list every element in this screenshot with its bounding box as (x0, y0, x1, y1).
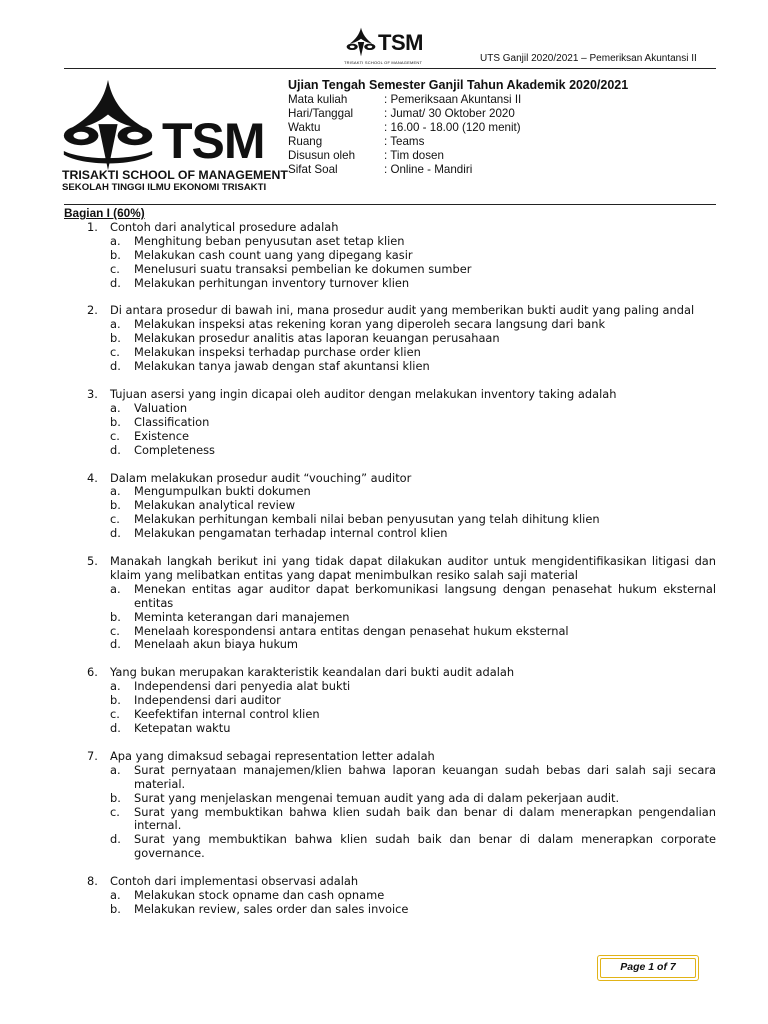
answer-option (110, 903, 716, 917)
option-list (110, 583, 716, 653)
exam-info-value: : Teams (384, 135, 425, 148)
option-letter: b. (110, 790, 121, 805)
question-number: 1. (87, 219, 98, 234)
exam-info-row (288, 121, 628, 135)
header-exam-label: UTS Ganjil 2020/2021 – Pemeriksan Akuntansi II (480, 53, 697, 64)
option-letter: b. (110, 901, 121, 916)
option-list (110, 764, 716, 861)
option-text: Melakukan perhitungan kembali nilai beban penyusutan yang telah dihitung klien (134, 512, 600, 527)
answer-option (110, 708, 716, 722)
option-letter: d. (110, 275, 121, 290)
option-text: Mengumpulkan bukti dokumen (134, 484, 311, 499)
option-text: Melakukan cash count uang yang dipegang kasir (134, 247, 413, 262)
answer-option (110, 694, 716, 708)
option-letter: c. (110, 345, 120, 360)
option-text: Valuation (134, 400, 188, 415)
option-letter: b. (110, 498, 121, 513)
question-text: Contoh dari analytical prosedure adalah (110, 219, 339, 234)
answer-option (110, 499, 716, 513)
exam-info-label: Disusun oleh (288, 149, 356, 162)
option-text: Melakukan review, sales order dan sales invoice (134, 901, 409, 916)
question-number: 6. (87, 665, 98, 680)
answer-option (110, 235, 716, 249)
option-text: Menelusuri suatu transaksi pembelian ke dokumen sumber (134, 261, 472, 276)
exam-info-value: : 16.00 - 18.00 (120 menit) (384, 121, 521, 134)
option-text: Melakukan inspeksi atas rekening koran yang diperoleh secara langsung dari bank (134, 317, 606, 332)
logo-line-1: TRISAKTI SCHOOL OF MANAGEMENT (62, 168, 288, 182)
option-letter: a. (110, 581, 121, 596)
exam-info-row (288, 163, 628, 177)
question-item (64, 555, 716, 652)
answer-option (110, 346, 716, 360)
option-letter: d. (110, 832, 121, 847)
option-text: Melakukan prosedur analitis atas laporan keuangan perusahaan (134, 331, 500, 346)
question-spacer (64, 736, 716, 750)
option-text: Melakukan inspeksi terhadap purchase order klien (134, 345, 421, 360)
option-list (110, 680, 716, 736)
option-letter: d. (110, 359, 121, 374)
answer-option (110, 764, 716, 792)
page-number: Page 1 of 7 (620, 961, 676, 973)
answer-option (110, 318, 716, 332)
exam-info-value: : Online - Mandiri (384, 163, 473, 176)
answer-option (110, 249, 716, 263)
exam-info-label: Sifat Soal (288, 163, 338, 176)
option-letter: d. (110, 526, 121, 541)
option-text: Menelaah akun biaya hukum (134, 637, 299, 652)
question-text: Yang bukan merupakan karakteristik keandalan dari bukti audit adalah (110, 665, 515, 680)
question-spacer (64, 374, 716, 388)
question-text: Apa yang dimaksud sebagai representation letter adalah (110, 748, 435, 763)
answer-option (110, 360, 716, 374)
option-letter: a. (110, 762, 121, 777)
answer-option (110, 277, 716, 291)
option-list (110, 318, 716, 374)
option-list (110, 889, 716, 917)
answer-option (110, 402, 716, 416)
answer-option (110, 833, 716, 861)
question-number: 7. (87, 748, 98, 763)
tsm-emblem-icon-large (60, 78, 156, 174)
section-title: Bagian I (60%) (64, 206, 145, 220)
question-item (64, 750, 716, 861)
answer-option (110, 430, 716, 444)
exam-title: Ujian Tengah Semester Ganjil Tahun Akademik 2020/2021 (288, 78, 629, 92)
option-letter: d. (110, 442, 121, 457)
exam-info (288, 78, 628, 177)
option-letter: b. (110, 331, 121, 346)
option-letter: d. (110, 721, 121, 735)
option-text: Menekan entitas agar auditor dapat berkomunikasi langsung dengan penasehat hukum eksternal entitas (134, 581, 716, 610)
exam-info-label: Mata kuliah (288, 93, 348, 106)
exam-info-label: Hari/Tanggal (288, 107, 354, 120)
option-text: Melakukan tanya jawab dengan staf akuntansi klien (134, 359, 430, 374)
answer-option (110, 680, 716, 694)
question-item (64, 304, 716, 374)
option-letter: c. (110, 512, 120, 527)
header-rule (64, 68, 716, 69)
question-number: 2. (87, 303, 98, 318)
option-text: Completeness (134, 442, 215, 457)
option-letter: a. (110, 400, 121, 415)
exam-info-row (288, 149, 628, 163)
answer-option (110, 416, 716, 430)
exam-info-value: : Tim dosen (384, 149, 444, 162)
option-text: Classification (134, 414, 210, 429)
answer-option (110, 889, 716, 903)
page-indicator (597, 955, 699, 981)
question-item (64, 472, 716, 542)
question-spacer (64, 458, 716, 472)
header-logo (340, 26, 428, 66)
question-spacer (64, 290, 716, 304)
question-item (64, 875, 716, 917)
option-letter: a. (110, 317, 121, 332)
option-text: Meminta keterangan dari manajemen (134, 609, 350, 624)
exam-info-label: Ruang (288, 135, 323, 148)
exam-content (64, 207, 716, 917)
exam-info-value: : Pemeriksaan Akuntansi II (384, 93, 522, 106)
option-letter: c. (110, 428, 120, 443)
option-text: Existence (134, 428, 190, 443)
option-letter: a. (110, 679, 121, 694)
option-letter: a. (110, 484, 121, 499)
question-text: Tujuan asersi yang ingin dicapai oleh auditor dengan melakukan inventory taking adalah (110, 386, 617, 401)
option-text: Menghitung beban penyusutan aset tetap klien (134, 233, 405, 248)
option-letter: d. (110, 637, 121, 652)
option-letter: c. (110, 707, 120, 722)
question-item (64, 221, 716, 291)
answer-option (110, 332, 716, 346)
question-number: 5. (87, 554, 98, 569)
option-list (110, 485, 716, 541)
question-text: Di antara prosedur di bawah ini, mana prosedur audit yang memberikan bukti audit yang paling andal (110, 303, 695, 318)
option-text: Surat pernyataan manajemen/klien bahwa laporan keuangan sudah bebas dari salah saji secara material. (134, 762, 716, 791)
exam-info-label: Waktu (288, 121, 321, 134)
option-letter: b. (110, 693, 121, 708)
option-letter: b. (110, 247, 121, 262)
question-item (64, 666, 716, 736)
answer-option (110, 638, 716, 652)
answer-option (110, 722, 716, 736)
logo-word: TSM (162, 113, 265, 169)
option-list (110, 402, 716, 458)
question-text: Contoh dari implementasi observasi adalah (110, 874, 359, 889)
answer-option (110, 625, 716, 639)
option-text: Surat yang menjelaskan mengenai temuan audit yang ada di dalam pekerjaan audit. (134, 790, 620, 805)
exam-info-value: : Jumat/ 30 Oktober 2020 (384, 107, 515, 120)
header-logo-subtitle: TRISAKTI SCHOOL OF MANAGEMENT (344, 60, 423, 65)
answer-option (110, 263, 716, 277)
exam-info-row (288, 93, 628, 107)
question-text: Dalam melakukan prosedur audit “vouching” auditor (110, 470, 412, 485)
logo-line-2: SEKOLAH TINGGI ILMU EKONOMI TRISAKTI (62, 182, 267, 193)
option-text: Keefektifan internal control klien (134, 707, 320, 722)
tsm-emblem-icon (344, 26, 378, 58)
option-letter: c. (110, 261, 120, 276)
option-letter: b. (110, 609, 121, 624)
answer-option (110, 583, 716, 611)
exam-info-row (288, 107, 628, 121)
option-text: Menelaah korespondensi antara entitas dengan penasehat hukum eksternal (134, 623, 569, 638)
exam-info-row (288, 135, 628, 149)
answer-option (110, 611, 716, 625)
option-text: Surat yang membuktikan bahwa klien sudah baik dan benar di dalam menerapkan corporate governance. (134, 832, 716, 861)
answer-option (110, 485, 716, 499)
option-letter: b. (110, 414, 121, 429)
option-letter: a. (110, 233, 121, 248)
answer-option (110, 527, 716, 541)
question-number: 3. (87, 386, 98, 401)
question-spacer (64, 861, 716, 875)
option-text: Melakukan perhitungan inventory turnover klien (134, 275, 410, 290)
question-spacer (64, 652, 716, 666)
option-text: Melakukan pengamatan terhadap internal control klien (134, 526, 448, 541)
option-letter: c. (110, 623, 120, 638)
option-letter: a. (110, 888, 121, 903)
question-number: 4. (87, 470, 98, 485)
question-list (64, 221, 716, 917)
option-text: Melakukan stock opname dan cash opname (134, 888, 385, 903)
header-divider (64, 204, 716, 205)
institution-logo (60, 78, 288, 198)
answer-option (110, 792, 716, 806)
answer-option (110, 444, 716, 458)
question-text: Manakah langkah berikut ini yang tidak dapat dilakukan auditor untuk mengidentifikasikan litigasi dan klaim yang melibatkan entitas yang dapat menimbulkan resiko salah saji material (110, 554, 716, 582)
option-list (110, 235, 716, 291)
question-number: 8. (87, 874, 98, 889)
option-text: Ketepatan waktu (134, 721, 231, 735)
exam-info-rows (288, 93, 628, 177)
option-text: Melakukan analytical review (134, 498, 296, 513)
answer-option (110, 806, 716, 834)
option-text: Surat yang membuktikan bahwa klien sudah baik dan benar di dalam menerapkan pengendalian internal. (134, 804, 716, 833)
option-text: Independensi dari penyedia alat bukti (134, 679, 351, 694)
answer-option (110, 513, 716, 527)
question-item (64, 388, 716, 458)
question-spacer (64, 541, 716, 555)
option-text: Independensi dari auditor (134, 693, 281, 708)
header-logo-word: TSM (378, 30, 423, 55)
option-letter: c. (110, 804, 120, 819)
